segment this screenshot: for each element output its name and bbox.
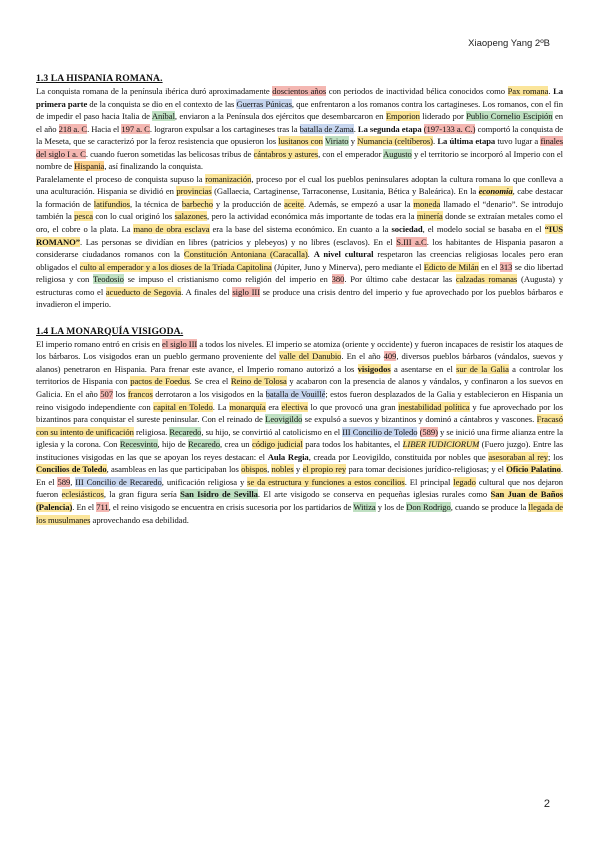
section-monarquia-visigoda [36,326,563,526]
highlighted-term: 409 [383,351,397,362]
highlighted-term: valle del Danubio [279,351,342,362]
text-run: religiosa. [133,426,170,437]
text-run: ; estos fueron desplazados de la Galia y establecieron en Hispania un reino visigodo independiente con [36,389,564,412]
highlighted-term: Augusto [383,148,412,159]
text-run: , proceso por el cual los pueblos peninsulares adoptan la cultura romana lo que conlleva a una aculturación. Hispania se dividió en [36,173,563,197]
text-run: donde se extraían metales como el oro, el cobre o la plata. La [36,211,563,235]
text-run: y fue aprovechado por los bizantinos para conquistar el sureste peninsular. Con el reinado de [36,401,563,425]
highlighted-term: San Juan de Baños (Palencia) [36,489,563,512]
highlighted-term: batalla de Vouillé [265,389,326,400]
highlighted-term: 589 [57,476,71,487]
text-run: en el [478,261,500,272]
text-run: (Augusta) y estructuras como el [36,274,563,297]
text-run: A nivel cultural [313,249,374,260]
text-run: . La [212,401,230,412]
page-number: 2 [543,798,550,810]
text-run: , enviaron a la Península dos ejércitos que desembarcaron en [174,111,386,122]
text-run: llamado el “denario”. Se introdujo también la [36,198,563,222]
text-run: tuvo lugar a [495,136,541,147]
text-run: , que enfrentaron a los romanos contra los cartagineses. Los romanos, con el fin de impedir el paso hacia Italia de [36,98,563,122]
highlighted-term: LIBER IUDICIORUM [402,439,480,450]
text-run: en el año [36,111,563,134]
text-run: , la gran figura sería [103,489,181,500]
text-run: Paralelamente el proceso de conquista supuso la [36,173,206,184]
highlighted-term: latifundios [93,198,130,209]
text-run: era la base del sistema económico. En cuanto a la [209,224,392,235]
highlighted-term: (197-133 a. C.) [423,123,476,134]
text-run: . Por último cabe destacar las [344,274,456,285]
highlighted-term: llegada de los musulmanes [36,501,563,525]
text-run: se expulsó a suevos y bizantinos y dominó a cántabros y vascones. [302,414,537,425]
text-run: La primera parte [36,86,564,109]
text-run: , el reino visigodo se encuentra en crisis sucesoria por los partidarios de [108,501,354,512]
text-run: La última etapa [437,136,496,147]
text-run: , con el emperador [318,148,384,159]
highlighted-term: Edicto de Milán [423,261,479,272]
highlighted-term: siglo III [232,286,261,297]
highlighted-term: mano de obra esclava [133,224,210,235]
highlighted-term: Don Rodrigo [406,501,451,512]
highlighted-term: lusitanos con [278,136,323,147]
text-run: ; los [548,451,563,462]
highlighted-term: Leovigildo [265,414,303,425]
text-run: , [267,464,272,475]
text-run: , pero la actividad económica más importante de todas era la [207,211,417,222]
highlighted-term: 380 [331,274,345,285]
text-run: La conquista romana de la península ibérica duró aproximadamente [36,86,273,96]
highlighted-term: culto al emperador y a los dioses de la Tríada Capitolina [79,261,272,272]
text-run: , [70,476,76,487]
text-run: . El principal [404,476,454,487]
text-run: se produce una crisis dentro del imperio y fue aprovechado por los pueblos bárbaros e invadieron el imperio. [36,286,564,310]
text-run: . Las personas se dividían en libres (patricios y plebeyos) y no libres (esclavos). En el [80,236,397,247]
highlighted-term: III Concilio de Toledo [342,426,418,437]
highlighted-term: (589) [419,426,438,437]
text-run: . lograron expulsar a los cartagineses tras la [149,123,300,134]
highlighted-term: Constitución Antoniana (Caracalla) [183,249,308,260]
highlighted-term: salazones [174,211,208,222]
text-run: y [293,464,303,475]
highlighted-term: Teodosio [92,274,124,285]
highlighted-term: sur de la Galia [456,363,509,374]
text-run: . En el [72,501,97,512]
text-run: aprovechando esa debilidad. [90,514,189,525]
highlighted-term: electiva [281,401,308,412]
highlighted-term: Viriato [325,136,349,147]
highlighted-term: S.III a.C [396,236,427,247]
text-run: los [113,389,128,400]
highlighted-term: el siglo III [162,338,198,349]
highlighted-term: minería [416,211,443,222]
text-run: . Además, se empezó a usar la [303,198,414,209]
highlighted-term: Oficio Palatino [506,464,561,475]
text-run: y acabaron con la presencia de alanos y vándalos, y confinaron a los suevos en Galicia. En el año [36,376,563,400]
section-hispania-romana [36,73,563,311]
text-run: , hijo de [157,439,188,450]
text-run: a controlar los territorios de Hispania con [36,363,563,387]
text-run: y el territorio se incorporó al Imperio con el nombre de [36,148,563,172]
highlighted-term: nobles [271,464,294,475]
highlighted-term: Concilios de Toledo [36,464,107,475]
text-run: para todos los habitantes, el [302,439,403,450]
text-run: para tomar decisiones jurídico-religiosas; y el [346,464,507,475]
text-run: , cuando se produce la [450,501,529,512]
text-run: El imperio romano entró en crisis en [36,338,162,349]
text-run: , creada por Leovigildo, constituida por nobles que [308,451,489,462]
highlighted-term: inestabilidad política [398,401,470,412]
text-run: . los habitantes de Hispania pasaron a considerarse ciudadanos romanos con la [36,236,564,260]
highlighted-term: finales del siglo I a. C [36,136,563,159]
highlighted-term: provincias [176,186,212,197]
text-run: era [265,401,282,412]
highlighted-term: San Isidro de Sevilla [180,489,258,500]
highlighted-term: “IUS ROMANO” [36,224,563,247]
highlighted-term: obispos [241,464,268,475]
highlighted-term: capital en Toledo [153,401,213,412]
highlighted-term: monarquía [229,401,266,412]
text-run: . [353,123,358,134]
highlighted-term: Recaredo [169,426,202,437]
text-run: se dio libertad religiosa y con [36,261,563,285]
highlighted-term: legado [453,476,476,487]
highlighted-term: el propio rey [302,464,347,475]
text-run: comportó la conquista de la Meseta, que se caracterizó por la feroz resistencia que opusieron los [36,123,564,147]
text-run: . En el año [341,351,384,362]
highlighted-term: Recesvinto [119,439,158,450]
highlighted-term: Aníbal [151,111,175,122]
highlighted-term: Emporion [385,111,420,122]
text-run: , su hijo, se convirtió al catolicismo en el [201,426,343,437]
section-title: 1.3 LA HISPANIA ROMANA. [36,73,163,84]
highlighted-term: Numancia (celtíberos) [357,136,433,147]
text-run: , diversos pueblos bárbaros (vándalos, suevos y alanos) penetraron en Hispania. Para frenar este avance, el Imperio romano autorizó a los [36,351,563,374]
highlighted-term: Fracasó con su intento de unificación [36,414,563,437]
highlighted-term: 711 [96,501,109,512]
text-run: se impuso el cristianismo como religión del imperio en [123,274,332,285]
text-run: con lo cual originó los [93,211,175,222]
text-run: de la conquista se dio en el contexto de las [87,98,237,109]
highlighted-term: doscientos años [272,86,327,96]
text-run: . A finales del [181,286,233,297]
text-run: (Gallaecia, Cartaginense, Tarraconense, Lusitania, Bética y Baleárica). En la [211,186,479,197]
highlighted-term: economía [478,186,513,197]
text-run: y la producción de [212,198,285,209]
text-run: derrotaron a los visigodos en la [152,389,266,400]
text-run: , crea un [220,439,252,450]
paragraph [36,173,563,311]
highlighted-term: pesca [74,211,94,222]
section-title: 1.4 LA MONARQUÍA VISIGODA. [36,325,184,337]
highlighted-term: acueducto de Segovia [105,286,182,297]
text-run: a asentarse en el [390,363,457,374]
highlighted-term: barbecho [181,198,213,209]
highlighted-term: 507 [100,389,114,400]
highlighted-term: Witiza [353,501,376,512]
highlighted-term: 197 a. C [121,123,150,134]
text-run: respetaron las creencias religiosas locales pero eran obligados el [36,249,563,272]
paragraph [36,338,563,526]
text-run: cultural que nos dejaron fueron [36,476,563,500]
highlighted-term: visigodos [357,363,391,374]
highlighted-term: se da estructura y funciones a estos concilios [247,476,405,487]
text-run: , cabe destacar la formación de [36,186,563,209]
text-run: , así finalizando la conquista. [104,161,204,172]
text-run: , la técnica de [129,198,182,209]
highlighted-term: Guerras Púnicas [236,98,292,109]
highlighted-term: Publio Cornelio Escipión [466,111,553,122]
text-run: , unificación religiosa y [161,476,248,487]
highlighted-term: Recaredo [188,439,221,450]
highlighted-term: Reino de Tolosa [230,376,287,387]
highlighted-term: moneda [413,198,441,209]
document-body [36,73,563,526]
text-run: , el modelo social se basaba en el [422,224,545,235]
highlighted-term: eclesiásticos [61,489,104,500]
text-run: (Fuero juzgo). Entre las instituciones visigodas en las que se apoyan los reyes destacan: el [36,439,564,462]
highlighted-term: Hispania [74,161,105,172]
highlighted-term: aceite [284,198,304,209]
highlighted-term: 218 a. C [58,123,88,134]
highlighted-term: Pax romana [507,86,549,96]
text-run: . [307,249,314,260]
text-run: Aula Regia [267,451,309,462]
page-header-author: Xiaopeng Yang 2ºB [468,38,550,49]
text-run: (Júpiter, Juno y Minerva), pero mediante el [271,261,424,272]
highlighted-term: III Concilio de Recaredo [75,476,162,487]
highlighted-term: asesoraban al rey [488,451,549,462]
text-run: y los de [375,501,407,512]
text-run: y se inició una firme alianza entre la iglesia y la corona. Con [36,426,564,450]
text-run: . Hacia el [87,123,122,134]
text-run: , asambleas en las que participaban los [106,464,242,475]
highlighted-term: francos [127,389,153,400]
highlighted-term: cántabros y astures [253,148,319,159]
text-run: . Se crea el [189,376,231,387]
highlighted-term: batalla de Zama [299,123,354,134]
paragraph [36,85,563,173]
text-run: a todos los niveles. El imperio se atomiza (oriente y occidente) y fueron incapaces de resistir los ataques de los bárbaros. Los visigodos eran un pueblo germano proveniente del [36,338,563,362]
text-run: . El arte visigodo se conserva en pequeñas iglesias rurales como [257,489,491,500]
text-run: . En el [36,464,563,487]
highlighted-term: romanización [205,173,252,184]
highlighted-term: calzadas romanas [455,274,518,285]
text-run: y [348,136,358,147]
text-run: sociedad [391,224,423,235]
text-run: . [433,136,438,147]
text-run: . [548,86,554,96]
highlighted-term: 313 [499,261,513,272]
text-run: La segunda etapa [357,123,422,134]
text-run: lo que provocó una gran [307,401,399,412]
highlighted-term: código judicial [251,439,303,450]
highlighted-term: pactos de Foedus [130,376,190,387]
text-run: . cuando fueron sometidas las belicosas tribus de [85,148,254,159]
text-run: con periodos de inactividad bélica conocidos como [326,86,508,96]
text-run: liderado por [419,111,467,122]
